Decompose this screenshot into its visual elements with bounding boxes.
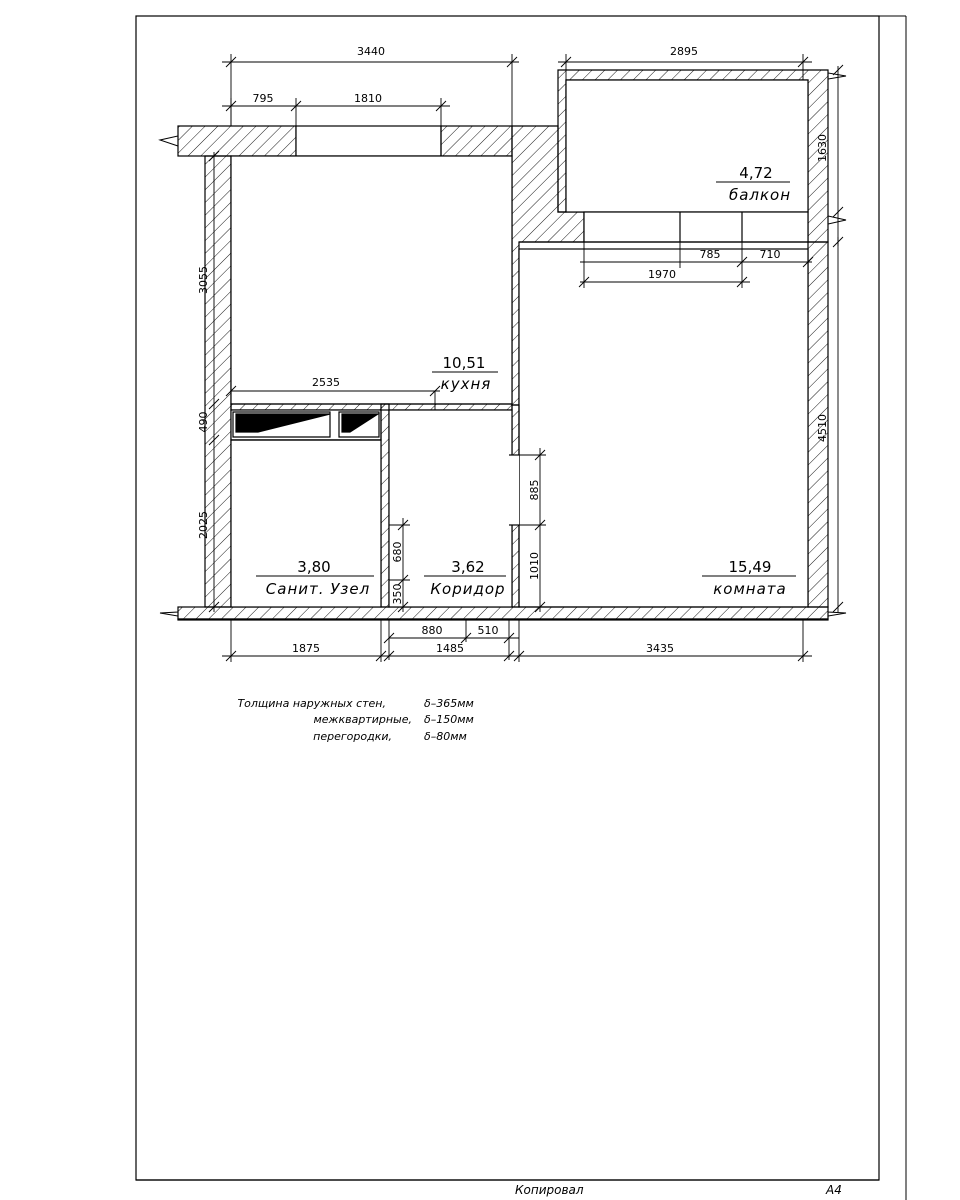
dim-balcony-depth: 1630 — [816, 134, 829, 162]
room-name: комната — [713, 580, 787, 598]
dim-bottom-room: 3435 — [646, 642, 674, 655]
dim-bottom-corridor: 1485 — [436, 642, 464, 655]
dim-top-overall-right: 2895 — [670, 45, 698, 58]
dim-corridor-door-height: 680 — [391, 541, 404, 563]
dim-balcony-pier: 710 — [759, 248, 781, 261]
dim-kitchen-depth: 3055 — [197, 266, 210, 294]
dim-top-pier: 795 — [252, 92, 274, 105]
room-area: 15,49 — [728, 558, 772, 576]
dim-corridor-small: 350 — [391, 583, 404, 605]
title-block — [515, 1183, 842, 1197]
dim-balcony-door-total: 1970 — [648, 268, 676, 281]
corridor-name: Коридор — [430, 580, 506, 598]
note-line1-value: δ–365мм — [424, 697, 474, 710]
note-line1-label: Толщина наружных стен, — [237, 697, 386, 710]
wall-thickness-notes — [237, 697, 473, 743]
note-line3-label: перегородки, — [313, 730, 392, 743]
balcony-area: 4,72 — [739, 164, 773, 182]
bathroom-area: 3,80 — [297, 558, 331, 576]
dim-balcony-door: 785 — [699, 248, 721, 261]
dim-room-depth: 4510 — [816, 414, 829, 442]
dim-kitchen-inner-width: 2535 — [312, 376, 340, 389]
note-line3-value: δ–80мм — [424, 730, 467, 743]
note-line2-value: δ–150мм — [424, 713, 474, 726]
dim-bottom-bathroom: 1875 — [292, 642, 320, 655]
walls — [178, 70, 828, 620]
dim-partition-zone: 490 — [197, 411, 210, 433]
bathroom-name: Санит. Узел — [265, 580, 371, 598]
dim-top-window: 1810 — [354, 92, 382, 105]
dim-bathroom-depth: 2025 — [197, 511, 210, 539]
title-copied: Копировал — [515, 1183, 584, 1197]
dim-top-overall-left: 3440 — [357, 45, 385, 58]
dim-corridor-side-lower: 1010 — [528, 552, 541, 580]
note-line2-label: межквартирные, — [313, 713, 412, 726]
kitchen-area: 10,51 — [442, 354, 486, 372]
kitchen-name: кухня — [440, 375, 492, 393]
dim-bottom-door-510: 510 — [477, 624, 499, 637]
corridor-area: 3,62 — [451, 558, 485, 576]
balcony-name: балкон — [728, 186, 792, 204]
dim-bottom-door-880: 880 — [421, 624, 443, 637]
title-format: А4 — [826, 1183, 842, 1197]
dim-corridor-side-upper: 885 — [528, 479, 541, 501]
